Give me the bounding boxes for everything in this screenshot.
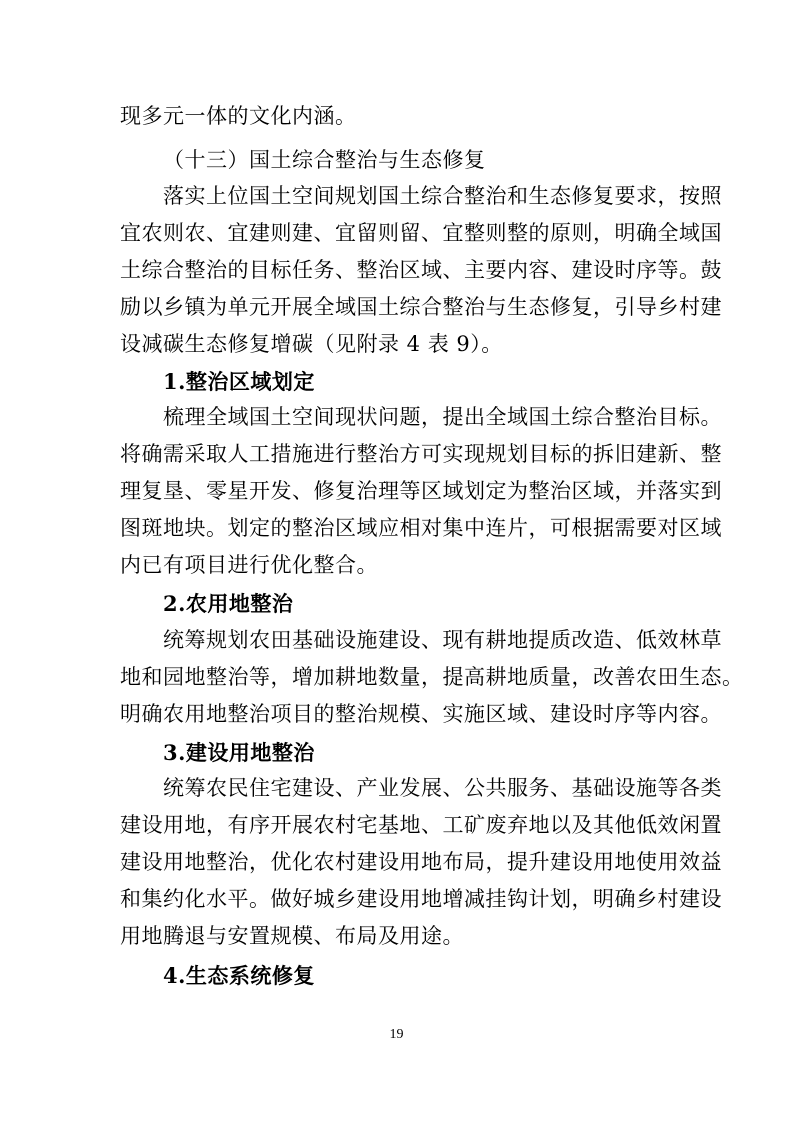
- subsection-heading: 2.农用地整治: [163, 591, 294, 616]
- body-text-line: 建设用地整治，优化农村建设用地布局，提升建设用地使用效益: [120, 850, 722, 874]
- body-text-line: 统筹规划农田基础设施建设、现有耕地提质改造、低效林草: [163, 628, 722, 652]
- body-text-line: 明确农用地整治项目的整治规模、实施区域、建设时序等内容。: [120, 702, 722, 726]
- subsection-heading: 3.建设用地整治: [163, 740, 315, 765]
- subsection-heading: 4.生态系统修复: [163, 963, 315, 988]
- body-text-line: 土综合整治的目标任务、整治区域、主要内容、建设时序等。鼓: [120, 258, 722, 282]
- body-text-line: 梳理全域国土空间现状问题，提出全域国土综合整治目标。: [163, 405, 722, 429]
- paragraph-continuation: 现多元一体的文化内涵。: [120, 104, 357, 128]
- body-text-line: 建设用地，有序开展农村宅基地、工矿废弃地以及其他低效闲置: [120, 813, 722, 837]
- body-text-line: 统筹农民住宅建设、产业发展、公共服务、基础设施等各类: [163, 776, 722, 800]
- body-text-line: 和集约化水平。做好城乡建设用地增减挂钩计划，明确乡村建设: [120, 887, 722, 911]
- body-text-line: 将确需采取人工措施进行整治方可实现规划目标的拆旧建新、整: [120, 442, 722, 466]
- body-text-line: 宜农则农、宜建则建、宜留则留、宜整则整的原则，明确全域国: [120, 221, 722, 245]
- subsection-heading: 1.整治区域划定: [163, 369, 315, 394]
- body-text-line: 落实上位国土空间规划国土综合整治和生态修复要求，按照: [163, 184, 722, 208]
- body-text-line: 内已有项目进行优化整合。: [120, 553, 378, 577]
- body-text-line: 设减碳生态修复增碳（见附录 4 表 9）。: [120, 332, 503, 356]
- body-text-line: 励以乡镇为单元开展全域国土综合整治与生态修复，引导乡村建: [120, 295, 722, 319]
- body-text-line: 用地腾退与安置规模、布局及用途。: [120, 924, 464, 948]
- body-text-line: 理复垦、零星开发、修复治理等区域划定为整治区域，并落实到: [120, 479, 722, 503]
- page-number: 19: [389, 1027, 404, 1042]
- section-heading: （十三）国土综合整治与生态修复: [163, 148, 486, 172]
- body-text-line: 地和园地整治等，增加耕地数量，提高耕地质量，改善农田生态。: [120, 665, 744, 689]
- body-text-line: 图斑地块。划定的整治区域应相对集中连片，可根据需要对区域: [120, 516, 722, 540]
